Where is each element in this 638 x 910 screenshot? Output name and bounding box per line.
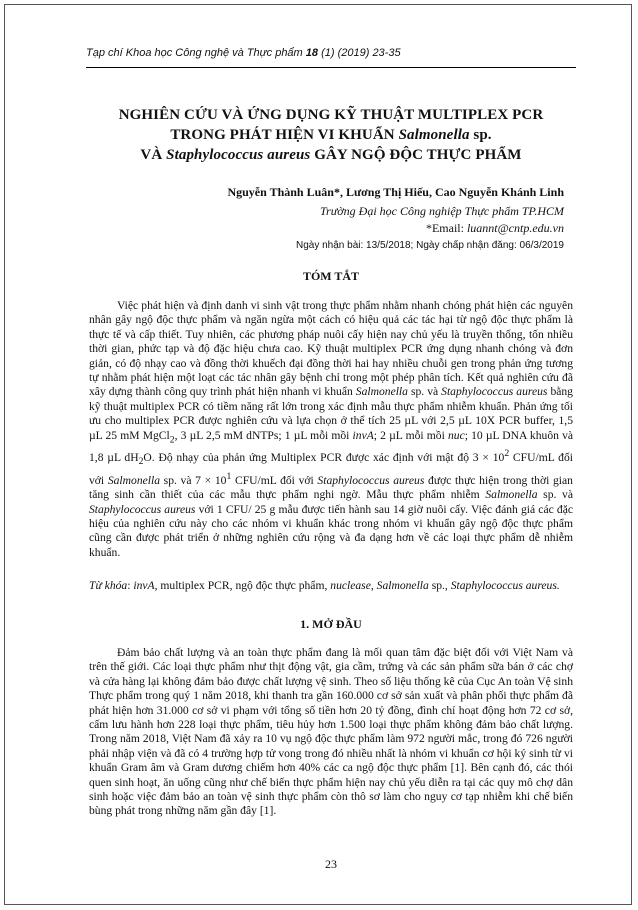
- paper-title: [86, 105, 576, 165]
- authors: Nguyễn Thành Luân*, Lương Thị Hiếu, Cao Nguyễn Khánh Linh: [227, 185, 564, 199]
- abstract-superscript: 2: [504, 448, 510, 460]
- keywords-italic: Salmonella: [376, 579, 429, 592]
- section-heading-intro: 1. MỞ ĐẦU: [300, 617, 362, 631]
- received-accepted-dates: Ngày nhận bài: 13/5/2018; Ngày chấp nhận đăng: 06/3/2019: [296, 240, 564, 251]
- abstract-run: với 1 CFU/ 25 g mẫu được tiến hành sau 14 giờ nuôi cấy. Việc đánh giá các đặc hiệu của nghiên cứu này cho các nhóm vi khuẩn khác trong nhóm vi khuẩn gây ngộ độc thực phẩm cũng cần được phát triển ở những nghiên cứu rộng và đa dạng hơn về các loại thực phẩm dễ nhiễm khuẩn.: [89, 502, 573, 559]
- email-address[interactable]: luannt@cntp.edu.vn: [466, 221, 564, 235]
- abstract-run: sp. và: [537, 488, 573, 502]
- journal-name: Tạp chí Khoa học Công nghệ và Thực phẩm: [86, 47, 303, 59]
- journal-volume: 18: [305, 47, 319, 59]
- page-number: 23: [325, 857, 337, 871]
- abstract-subscript: 2: [138, 456, 144, 468]
- abstract-run: sp. và: [407, 385, 442, 399]
- keywords-italic: invA: [133, 579, 155, 592]
- abstract-superscript: 1: [226, 470, 232, 482]
- abstract-run: O. Độ nhạy của phản ứng Multiplex PCR được xác định với mật độ 3 × 10: [143, 451, 505, 465]
- abstract-run: sp. và 7 × 10: [160, 473, 227, 487]
- abstract-run: được thực hiện trong thời gian tăng sinh cần thiết của các mẫu thực phẩm nghi ngờ. Mẫu thực phẩm nhiễm: [89, 473, 573, 502]
- keywords-italic: nuclease: [330, 579, 371, 592]
- paper-page: [4, 4, 632, 905]
- abstract-italic: Salmonella: [485, 488, 538, 502]
- keywords-run: :: [127, 579, 134, 592]
- title-italic: Staphylococcus aureus: [166, 147, 311, 163]
- abstract-run: ; 2 µL mỗi mồi: [373, 428, 448, 442]
- journal-issue-pages: (1) (2019) 23-35: [318, 47, 401, 59]
- abstract-italic: Staphylococcus aureus: [89, 502, 196, 516]
- abstract-subscript: 2: [169, 433, 175, 445]
- abstract-run: Việc phát hiện và định danh vi sinh vật trong thực phẩm nhằm nhanh chóng phát hiện các nguyên nhân gây ngộ độc thực phẩm và ngăn ngừa một cách có hiệu quả các tác hại từ ngộ độc thực phẩm là thực tế và cấp thiết. Tuy nhiên, các phương pháp nuôi cấy hiện nay chủ yếu là truyền thống, tốn nhiều thời gian, phức tạp và độ đặc hiệu chưa cao. Kỹ thuật multiplex PCR ứng dụng nhanh chóng và đơn giản, có độ nhạy cao và đồng thời khuếch đại đồng thời hai hay nhiều chuỗi gen trong phản ứng tương tự nhằm phát hiện một loạt các tác nhân gây bệnh chỉ trong một phép phân tích. Kết quả nghiên cứu đã xây dựng thành công quy trình phát hiện nhanh vi khuẩn: [89, 299, 573, 399]
- title-text: TRONG PHÁT HIỆN VI KHUẨN: [170, 127, 399, 143]
- abstract-run: CFU/mL đối với: [89, 451, 573, 487]
- abstract-italic: Staphylococcus aureus: [441, 385, 548, 399]
- abstract-run: ; 10 µL DNA khuôn và 1,8 µL dH: [89, 428, 574, 465]
- keywords-italic: Staphylococcus aureus.: [450, 579, 560, 592]
- abstract-italic: Staphylococcus aureus: [317, 473, 425, 487]
- intro-paragraph: Đảm bảo chất lượng và an toàn thực phẩm đang là mối quan tâm đặc biệt đối với Việt Nam và trên thế giới. Các loại thực phẩm như thịt động vật, gia cầm, trứng và các sản phẩm sữa bán ở các chợ và cửa hàng lại không đảm bảo được chất lượng vệ sinh. Theo số liệu thống kê của Cục An toàn Vệ sinh Thực phẩm trong quý 1 năm 2018, khi thanh tra gần 160.000 cơ sở sản xuất và phân phối thực phẩm đã phát hiện hơn 31.000 cơ sở vi phạm với tổng số tiền hơn 20 tỷ đồng, đình chỉ hoạt động hơn 72 cơ sở, cấm lưu hành hơn 228 loại thực phẩm, tiêu hủy hơn 1.500 loại thực phẩm không đảm bảo chất lượng. Trong năm 2018, Việt Nam đã xảy ra 10 vụ ngộ độc thực phẩm làm 972 người mắc, trong đó 726 người phải nhập viện và đã có 4 trường hợp tử vong trong đó nhiều nhất là nhóm vi khuẩn cơ hội ký sinh từ vi khuẩn Gram âm và Gram dương chiếm hơn 40% các ca ngộ độc thực phẩm [1]. Bên cạnh đó, các thói quen sinh hoạt, ăn uống cũng như chế biến thực phẩm hiện nay chủ yếu diễn ra tại các quy mô chợ dân sinh hoặc việc đảm bảo an toàn vệ sinh thực phẩm còn thô sơ làm cho nguy cơ tạp nhiễm khi chế biến bùng phát trong những năm gần đây [1].: [89, 646, 573, 818]
- journal-header: [86, 47, 401, 59]
- abstract-italic: Salmonella: [355, 385, 408, 399]
- keywords-run: ,: [370, 579, 377, 592]
- abstract-italic: Salmonella: [107, 473, 160, 487]
- keywords-run: sp.,: [428, 579, 451, 592]
- affiliation: Trường Đại học Công nghiệp Thực phẩm TP.HCM: [320, 204, 564, 218]
- abstract-italic: invA: [352, 428, 374, 442]
- abstract-run: CFU/mL đối với: [231, 473, 318, 487]
- title-line-3: [86, 145, 576, 165]
- abstract-run: , 3 µL 2,5 mM dNTPs; 1 µL mỗi mồi: [174, 428, 353, 442]
- title-text: GÂY NGỘ ĐỘC THỰC PHẨM: [310, 147, 522, 163]
- title-text: sp.: [469, 127, 492, 143]
- keywords-label: Từ khóa: [89, 579, 128, 592]
- keywords-run: , multiplex PCR, ngộ độc thực phẩm,: [154, 579, 331, 592]
- abstract-text: [89, 299, 573, 560]
- email-label: *Email:: [425, 221, 467, 235]
- abstract-run: bằng kỹ thuật multiplex PCR có tiềm năng rất lớn trong xác định mẫu thực phẩm nhiễm khuẩn. Phản ứng tối ưu cho multiplex PCR được nghiên cứu và lựa chọn ở thể tích 25 µL với 2,5 µL 10X PCR buffer, 1,5 µL 25 mM MgCl: [89, 385, 573, 442]
- title-line-2: [86, 125, 576, 145]
- title-line-1: NGHIÊN CỨU VÀ ỨNG DỤNG KỸ THUẬT MULTIPLEX PCR: [118, 107, 544, 123]
- abstract-heading: TÓM TẮT: [302, 269, 360, 283]
- title-text: VÀ: [140, 147, 167, 163]
- header-rule: [86, 67, 576, 68]
- title-italic: Salmonella: [398, 127, 470, 143]
- keywords: [89, 579, 573, 593]
- abstract-italic: nuc: [447, 428, 465, 442]
- email-line: [426, 221, 564, 236]
